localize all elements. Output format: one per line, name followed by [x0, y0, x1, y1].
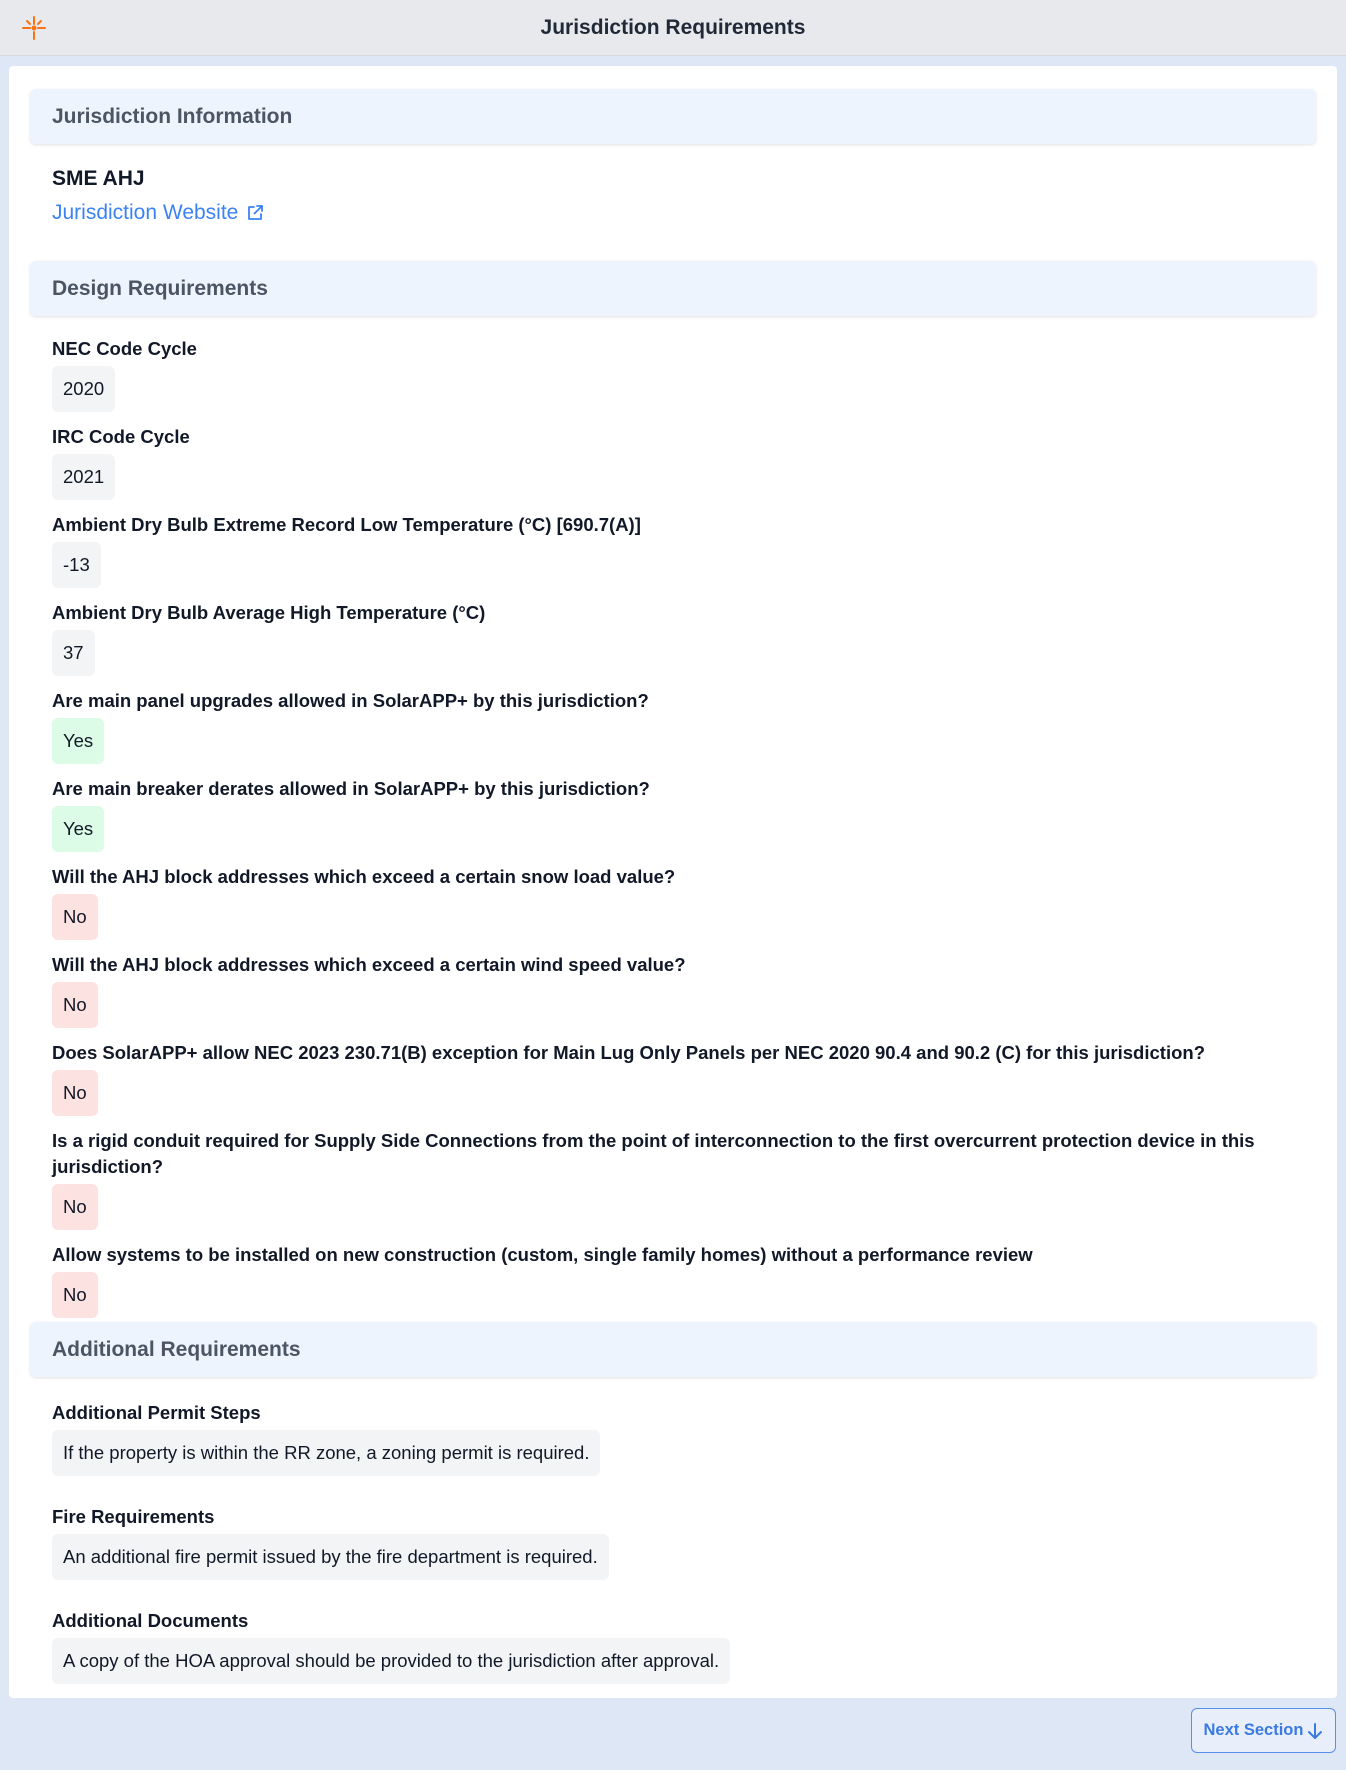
- additional-requirements-header: Additional Requirements: [30, 1322, 1316, 1377]
- panel-upgrades-field: [52, 688, 1322, 764]
- low-temperature-field: [52, 512, 1322, 588]
- field-value: A copy of the HOA approval should be provided to the jurisdiction after approval.: [52, 1638, 730, 1684]
- field-value: 2021: [52, 454, 115, 500]
- jurisdiction-website-link[interactable]: [52, 201, 264, 225]
- jurisdiction-info-header: Jurisdiction Information: [30, 89, 1316, 144]
- field-label: Will the AHJ block addresses which exceed a certain snow load value?: [52, 866, 676, 887]
- field-label: Are main breaker derates allowed in SolarAPP+ by this jurisdiction?: [52, 778, 650, 799]
- field-label: Ambient Dry Bulb Extreme Record Low Temperature (°C) [690.7(A)]: [52, 514, 641, 535]
- design-requirements-header: Design Requirements: [30, 261, 1316, 316]
- snow-load-field: [52, 864, 1322, 940]
- main-lug-exception-field: [52, 1040, 1322, 1116]
- field-label: Additional Permit Steps: [52, 1402, 261, 1423]
- field-value: An additional fire permit issued by the fire department is required.: [52, 1534, 609, 1580]
- jurisdiction-website-label: Jurisdiction Website: [52, 201, 239, 224]
- title-bar: [0, 0, 1346, 56]
- next-section-button[interactable]: [1191, 1708, 1336, 1753]
- field-label: Are main panel upgrades allowed in SolarAPP+ by this jurisdiction?: [52, 690, 649, 711]
- status-badge-yes: Yes: [52, 718, 104, 764]
- external-link-icon: [246, 204, 264, 222]
- design-requirements-list: [52, 336, 1322, 1330]
- field-label: Fire Requirements: [52, 1506, 215, 1527]
- field-value: If the property is within the RR zone, a zoning permit is required.: [52, 1430, 600, 1476]
- field-label: IRC Code Cycle: [52, 426, 190, 447]
- status-badge-yes: Yes: [52, 806, 104, 852]
- solar-logo-icon: [20, 14, 48, 42]
- arrow-down-icon: [1307, 1722, 1323, 1740]
- wind-speed-field: [52, 952, 1322, 1028]
- jurisdiction-info: [52, 167, 1322, 225]
- rigid-conduit-field: [52, 1128, 1322, 1230]
- irc-code-cycle-field: [52, 424, 1322, 500]
- additional-documents-field: [52, 1608, 1322, 1684]
- fire-requirements-field: [52, 1504, 1322, 1580]
- field-label: Will the AHJ block addresses which exceed a certain wind speed value?: [52, 954, 686, 975]
- nec-code-cycle-field: [52, 336, 1322, 412]
- ahj-name: SME AHJ: [52, 167, 145, 190]
- field-label: Does SolarAPP+ allow NEC 2023 230.71(B) exception for Main Lug Only Panels per NEC 2020 90.4 and 90.2 (C) for this jurisdiction?: [52, 1042, 1205, 1063]
- next-section-label: Next Section: [1203, 1721, 1304, 1739]
- status-badge-no: No: [52, 1184, 98, 1230]
- field-label: NEC Code Cycle: [52, 338, 197, 359]
- field-value: 2020: [52, 366, 115, 412]
- additional-permit-steps-field: [52, 1400, 1322, 1476]
- main-panel: [9, 66, 1337, 1698]
- field-value: -13: [52, 542, 101, 588]
- field-label: Allow systems to be installed on new construction (custom, single family homes) without a performance review: [52, 1244, 1033, 1265]
- field-value: 37: [52, 630, 95, 676]
- status-badge-no: No: [52, 982, 98, 1028]
- status-badge-no: No: [52, 894, 98, 940]
- window-title: Jurisdiction Requirements: [540, 15, 806, 39]
- new-construction-field: [52, 1242, 1322, 1318]
- status-badge-no: No: [52, 1272, 98, 1318]
- breaker-derates-field: [52, 776, 1322, 852]
- field-label: Is a rigid conduit required for Supply Side Connections from the point of interconnection to the first overcurrent protection device in this jurisdiction?: [52, 1130, 1255, 1177]
- field-label: Additional Documents: [52, 1610, 249, 1631]
- high-temperature-field: [52, 600, 1322, 676]
- status-badge-no: No: [52, 1070, 98, 1116]
- additional-requirements-list: [52, 1400, 1322, 1712]
- field-label: Ambient Dry Bulb Average High Temperature (°C): [52, 602, 486, 623]
